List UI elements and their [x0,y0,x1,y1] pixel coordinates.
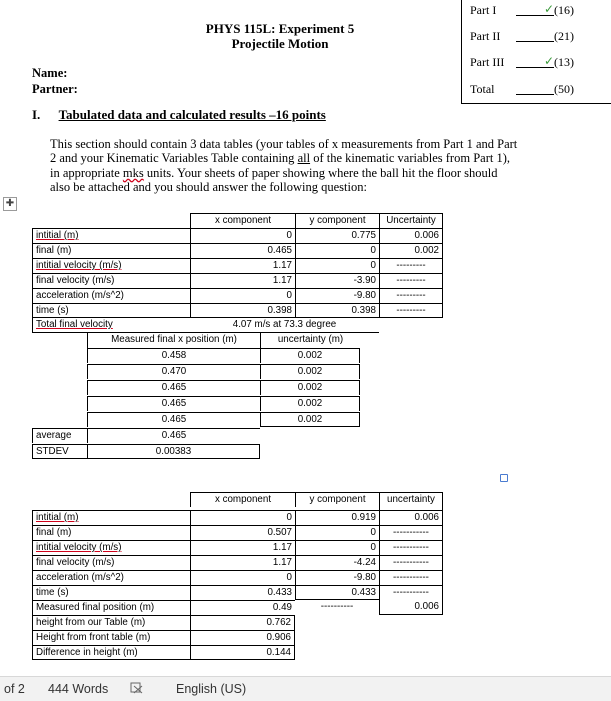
row-label: Height from front table (m) [32,630,190,645]
word-count[interactable]: 444 Words [48,682,109,696]
measured-uncertainty: 0.002 [260,396,360,411]
column-header: Uncertainty [379,213,443,228]
score-label: Total [470,82,495,96]
column-header: Measured final x position (m) [87,333,260,348]
score-value: (50) [554,82,574,96]
row-label: intitial (m) [32,510,190,525]
measured-x: 0.465 [87,396,260,411]
row-label: final (m) [32,525,190,540]
cell-x: 0.906 [190,630,295,645]
row-label: Difference in height (m) [32,645,190,660]
column-header: y component [295,213,379,228]
cell-x: 0 [190,510,295,525]
column-header: uncertainty (m) [260,333,360,348]
score-row [470,82,610,98]
scores-box [461,0,611,104]
score-value: (21) [554,29,574,43]
cell-x: 0 [190,228,295,243]
document-title [170,21,390,51]
cell-x: 0.762 [190,615,295,630]
measured-x: 0.458 [87,348,260,363]
row-label: intitial velocity (m/s) [32,540,190,555]
cell-y: -9.80 [295,288,379,303]
column-header: uncertainty [379,492,443,510]
column-header: x component [190,213,295,228]
cell-uncertainty: ----------- [379,585,443,600]
cell-uncertainty: --------- [379,303,443,318]
cell-y: 0.398 [295,303,379,318]
score-row [470,3,610,19]
cell-y: 0 [295,525,379,540]
cell-x: 1.17 [190,273,295,288]
measured-uncertainty: 0.002 [260,348,360,363]
cell-uncertainty: ----------- [379,570,443,585]
subtitle-line: Projectile Motion [231,36,329,51]
row-label: time (s) [32,303,190,318]
score-value: (13) [554,55,574,69]
row-label: final (m) [32,243,190,258]
cell-x: 0.49 [190,600,295,615]
name-label: Name: [32,66,68,80]
average-value: 0.465 [87,428,260,443]
cell-y: -4.24 [295,555,379,570]
score-row [470,29,610,45]
status-bar [0,676,611,701]
measured-uncertainty: 0.002 [260,412,360,427]
title-line: PHYS 115L: Experiment 5 [205,21,355,36]
row-label: height from our Table (m) [32,615,190,630]
stdev-value: 0.00383 [87,444,260,459]
measured-x: 0.465 [87,380,260,395]
cell-uncertainty: ----------- [379,555,443,570]
measured-x: 0.470 [87,364,260,379]
cell-x: 0.465 [190,243,295,258]
row-label: time (s) [32,585,190,600]
row-label: acceleration (m/s^2) [32,288,190,303]
section-number: I. [32,107,41,122]
section-heading [32,107,326,123]
row-label: final velocity (m/s) [32,273,190,288]
total-velocity-label: Total final velocity [32,318,190,333]
score-label: Part III [470,55,505,69]
page-count[interactable]: of 2 [4,682,25,696]
score-row [470,55,610,71]
row-label: Measured final position (m) [32,600,190,615]
partner-label: Partner: [32,82,78,96]
cell-x: 0.144 [190,645,295,660]
cell-uncertainty: ----------- [379,540,443,555]
average-label: average [32,428,87,443]
cell-uncertainty: 0.006 [379,600,443,615]
cell-y: 0 [295,540,379,555]
row-label: intitial (m) [32,228,190,243]
cell-x: 1.17 [190,540,295,555]
row-label: acceleration (m/s^2) [32,570,190,585]
score-label: Part II [470,29,501,43]
cell-x: 0.507 [190,525,295,540]
cell-uncertainty: ----------- [379,525,443,540]
row-label: final velocity (m/s) [32,555,190,570]
cell-uncertainty: --------- [379,288,443,303]
cell-uncertainty: --------- [379,273,443,288]
proofing-icon[interactable] [130,682,144,697]
cell-uncertainty: 0.002 [379,243,443,258]
column-header: x component [190,492,295,507]
cell-uncertainty: 0.006 [379,228,443,243]
cell-x: 1.17 [190,258,295,273]
cell-x: 1.17 [190,555,295,570]
check-mark-icon: ✓ [544,2,555,16]
cell-y: -9.80 [295,570,379,585]
column-header: y component [295,492,379,507]
cell-uncertainty: --------- [379,258,443,273]
cell-y: 0.919 [295,510,379,525]
cell-x: 0.398 [190,303,295,318]
section-title: Tabulated data and calculated results –16 points [58,107,326,122]
table-move-handle-icon[interactable]: ✚ [3,197,17,211]
cell-y: 0 [295,258,379,273]
measured-x: 0.465 [87,412,260,427]
measured-uncertainty: 0.002 [260,380,360,395]
measured-uncertainty: 0.002 [260,364,360,379]
cell-y: ---------- [320,601,354,612]
stdev-label: STDEV [32,444,87,459]
language-indicator[interactable]: English (US) [176,682,247,696]
check-mark-icon: ✓ [544,54,555,68]
score-value: (16) [554,3,574,17]
row-label: intitial velocity (m/s) [32,258,190,273]
cell-x: 0.433 [190,585,295,600]
cell-y: 0.775 [295,228,379,243]
score-label: Part I [470,3,497,17]
cell-x: 0 [190,288,295,303]
cell-y: -3.90 [295,273,379,288]
cell-uncertainty: 0.006 [379,510,443,525]
instructions-paragraph: This section should contain 3 data tables (your tables of x measurements from Part 1 and Part 2 and your Kinematic Variables Table containing all of the kinematic variables from Part 1), in appropriate mks units. Your sheets of paper showing where the ball hit the floor should also be attached and you should answer the following question: [50,137,518,194]
total-velocity-value: 4.07 m/s at 73.3 degree [190,318,379,333]
cell-y: 0 [295,243,379,258]
cell-x: 0 [190,570,295,585]
cell-y: 0.433 [295,585,379,600]
anchor-handle-icon[interactable] [500,474,508,482]
